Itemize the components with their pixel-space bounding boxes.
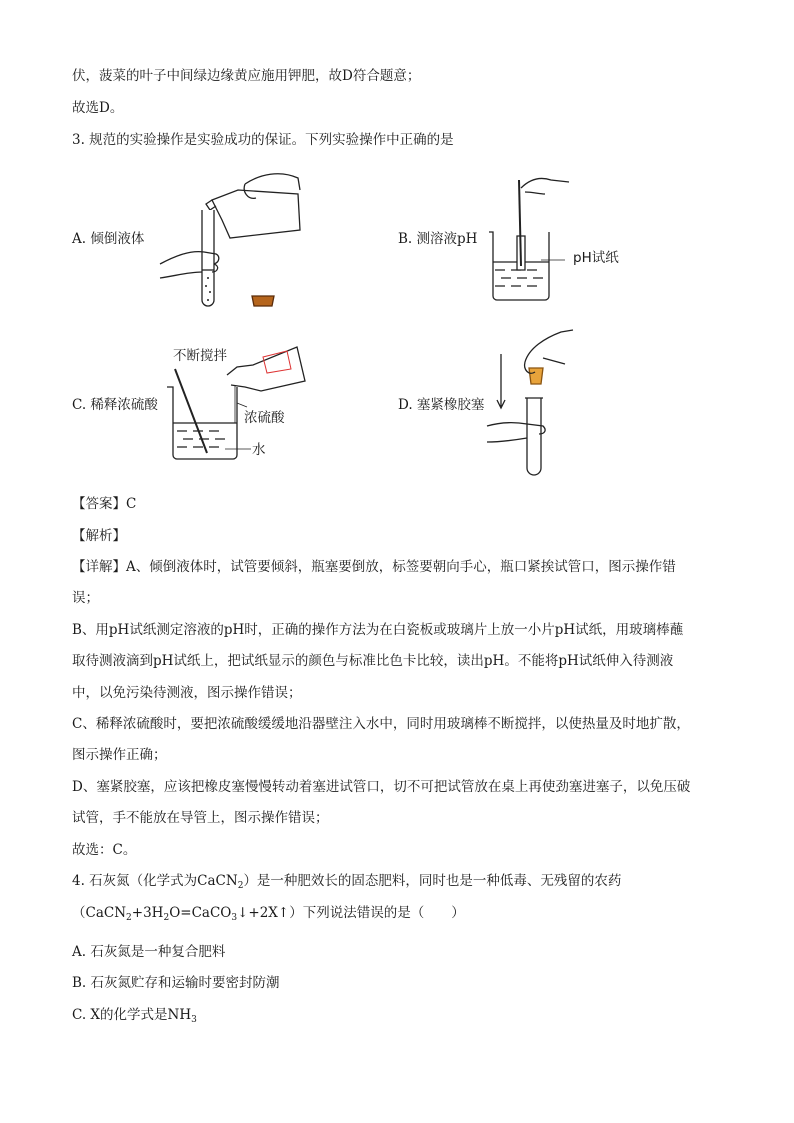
water-label: 水 <box>252 442 266 458</box>
question-4: 4. 石灰氮（化学式为CaCN$_2$）是一种肥效长的固态肥料，同时也是一种低毒、无残留的农药 <box>72 873 622 891</box>
detail-line: 故选：C。 <box>72 842 137 858</box>
detail-line: 【详解】A、倾倒液体时，试管要倾斜，瓶塞要倒放，标签要朝向手心，瓶口紧挨试管口，图示操作错 <box>72 559 676 575</box>
detail-line: 中，以免污染待测液，图示操作错误； <box>72 685 302 701</box>
question-4-option-a: A. 石灰氮是一种复合肥料 <box>72 944 226 960</box>
detail-line: B、用pH试纸测定溶液的pH时，正确的操作方法为在白瓷板或玻璃片上放一小片pH试纸，用玻璃棒蘸 <box>72 622 684 638</box>
figure-measure-ph <box>485 170 575 305</box>
option-c-label: C. 稀释浓硫酸 <box>72 397 158 413</box>
stir-label: 不断搅拌 <box>173 348 227 364</box>
text-line: 伏，菠菜的叶子中间绿边缘黄应施用钾肥，故D符合题意； <box>72 68 421 84</box>
ph-paper-label: pH试纸 <box>573 250 619 266</box>
option-b-label: B. 测溶液pH <box>398 231 478 247</box>
detail-line: D、塞紧胶塞，应该把橡皮塞慢慢转动着塞进试管口，切不可把试管放在桌上再使劲塞进塞子，以免压破 <box>72 779 691 795</box>
question-4-option-b: B. 石灰氮贮存和运输时要密封防潮 <box>72 975 280 991</box>
figure-insert-stopper <box>485 328 575 478</box>
question-3: 3. 规范的实验操作是实验成功的保证。下列实验操作中正确的是 <box>72 132 454 148</box>
detail-line: 取待测液滴到pH试纸上，把试纸显示的颜色与标准比色卡比较，读出pH。不能将pH试纸伸入待测液 <box>72 653 674 669</box>
detail-line: 误； <box>72 590 99 606</box>
detail-line: C、稀释浓硫酸时，要把浓硫酸缓缓地沿器壁注入水中，同时用玻璃棒不断搅拌，以使热量及时地扩散， <box>72 716 690 732</box>
equation-line: $(CaCN_2+3H_2O=CaCO_3↓+2X↑)$下列说法错误的是（ ） <box>72 905 465 923</box>
detail-line: 试管，手不能放在导管上，图示操作错误； <box>72 810 329 826</box>
option-a-label: A. 倾倒液体 <box>72 231 145 247</box>
analysis-heading: 【解析】 <box>72 528 126 544</box>
answer: 【答案】C <box>72 496 137 512</box>
figure-dilute-acid <box>165 345 310 463</box>
option-d-label: D. 塞紧橡胶塞 <box>398 397 485 413</box>
figure-pour-liquid <box>150 160 310 320</box>
question-4-option-c: C. X的化学式是$NH_3$ <box>72 1007 197 1025</box>
acid-label: 浓硫酸 <box>244 410 285 426</box>
detail-line: 图示操作正确； <box>72 747 167 763</box>
text-line: 故选D。 <box>72 100 124 116</box>
